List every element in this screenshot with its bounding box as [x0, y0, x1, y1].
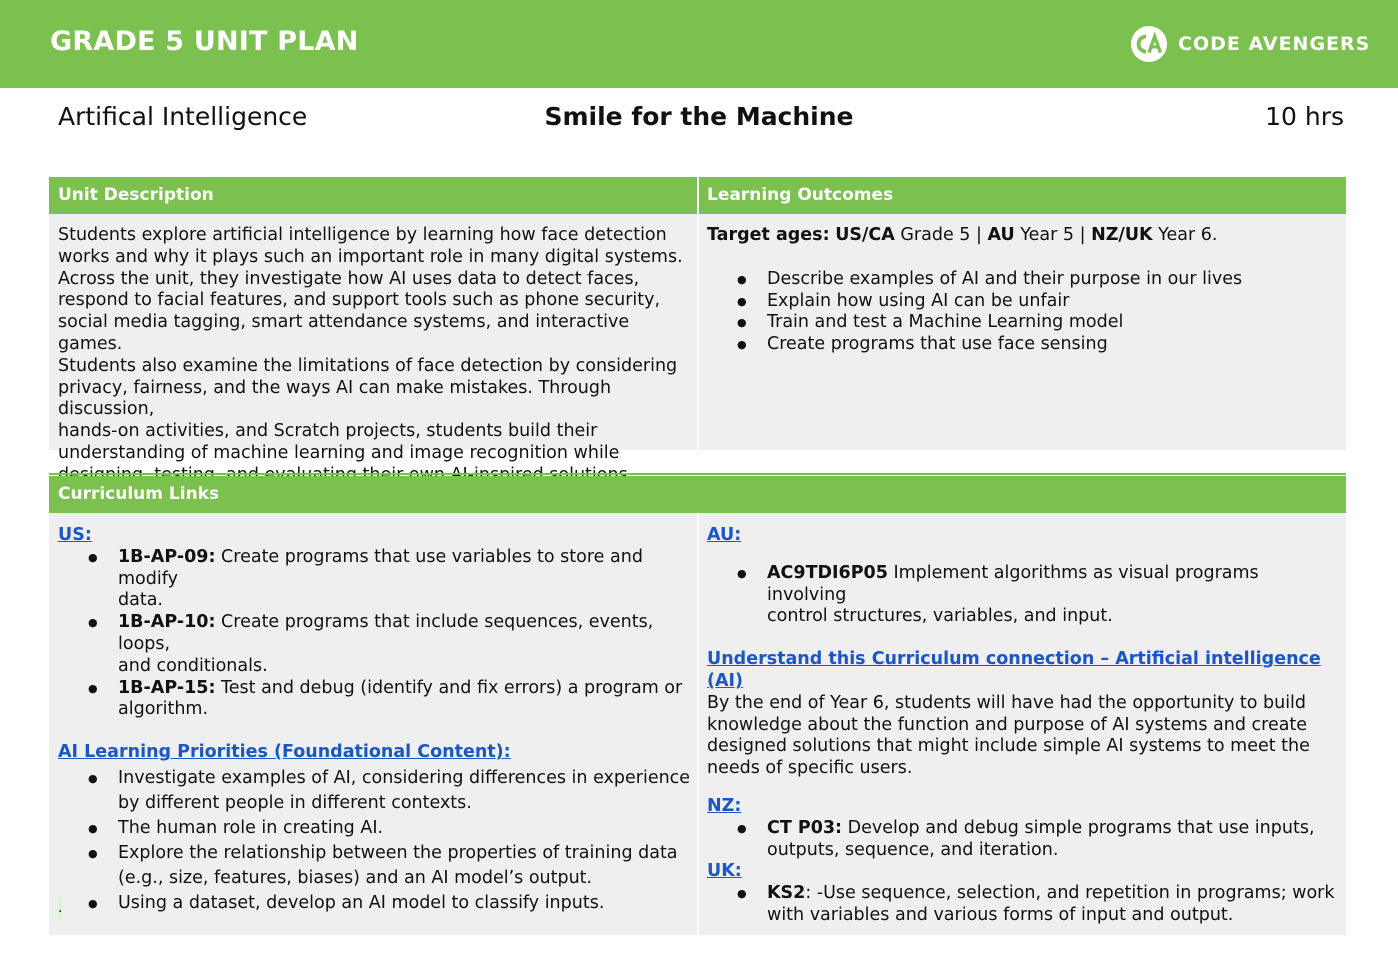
description-line: hands-on activities, and Scratch projects, students build their — [58, 421, 598, 442]
nz-link[interactable]: NZ: — [707, 795, 742, 816]
description-line: privacy, fairness, and the ways AI can make mistakes. Through discussion, — [58, 377, 612, 420]
us-link[interactable]: US: — [58, 525, 92, 545]
list-item: ● AC9TDI6P05 Implement algorithms as visual programs involving control structures, variables, and input. — [707, 563, 1339, 628]
description-line: social media tagging, smart attendance systems, and interactive games. — [58, 312, 630, 354]
section-divider — [49, 473, 1346, 475]
unit-description-text — [58, 225, 694, 487]
list-item: ● Explain how using AI can be unfair — [707, 291, 1337, 313]
list-item: ● CT P03: Develop and debug simple programs that use inputs, outputs, sequence, and iteration. — [707, 818, 1339, 862]
unit-description-heading: Unit Description — [49, 177, 697, 214]
page-title: GRADE 5 UNIT PLAN — [50, 26, 359, 57]
list-item: ● 1B-AP-10: Create programs that include sequences, events, loops, and conditionals. — [58, 612, 694, 677]
list-item: ● Using a dataset, develop an AI model to classify inputs. — [58, 891, 694, 916]
column-divider — [697, 177, 699, 450]
list-item: ● KS2: -Use sequence, selection, and repetition in programs; work with variables and various forms of input and output. — [707, 883, 1339, 927]
list-item: ● Train and test a Machine Learning model — [707, 312, 1337, 334]
description-line: Students also examine the limitations of face detection by considering — [58, 355, 678, 376]
understand-text: By the end of Year 6, students will have had the opportunity to build knowledge about the function and purpose of AI systems and create designed solutions that might include simple AI systems to meet the needs of specific users. — [707, 692, 1310, 779]
au-link[interactable]: AU: — [707, 525, 742, 545]
brand-name: CODE AVENGERS — [1178, 33, 1371, 55]
list-item: ● Investigate examples of AI, considering differences in experience by different people in different contexts. — [58, 766, 694, 816]
target-ages: Target ages: US/CA Grade 5 | AU Year 5 | NZ/UK Year 6. — [707, 225, 1218, 245]
top-banner — [0, 0, 1398, 88]
list-item: ● Explore the relationship between the properties of training data (e.g., size, features, biases) and an AI model’s output. — [58, 841, 694, 891]
us-standards-list — [58, 547, 694, 721]
column-divider — [697, 513, 699, 935]
list-item: ● The human role in creating AI. — [58, 816, 694, 841]
subject: Artifical Intelligence — [58, 102, 308, 131]
description-line: Students explore artificial intelligence by learning how face detection — [58, 225, 667, 245]
uk-link[interactable]: UK: — [707, 861, 742, 882]
list-item: ● 1B-AP-09: Create programs that use variables to store and modify data. — [58, 547, 694, 612]
unit-title: Smile for the Machine — [544, 102, 854, 131]
outcomes-list — [707, 269, 1337, 356]
footnote: . — [58, 900, 63, 916]
description-line: respond to facial features, and support tools such as phone security, — [58, 290, 661, 311]
au-list — [707, 563, 1339, 628]
learning-outcomes-content — [707, 225, 1337, 356]
description-line: understanding of machine learning and image recognition while — [58, 442, 620, 463]
description-line: works and why it plays such an important role in many digital systems. — [58, 246, 683, 267]
code-avengers-logo-icon — [1130, 25, 1168, 63]
ai-priorities-list — [58, 766, 694, 916]
ai-priorities-link[interactable]: AI Learning Priorities (Foundational Content): — [58, 742, 511, 763]
nz-list — [707, 818, 1339, 862]
brand — [1130, 24, 1370, 64]
list-item: ● Describe examples of AI and their purpose in our lives — [707, 269, 1337, 291]
description-line: Across the unit, they investigate how AI uses data to detect faces, — [58, 268, 640, 289]
curriculum-links-heading: Curriculum Links — [49, 476, 1346, 513]
curriculum-left-column — [58, 525, 694, 916]
duration: 10 hrs — [1265, 102, 1344, 131]
list-item: ● 1B-AP-15: Test and debug (identify and fix errors) a program or algorithm. — [58, 678, 694, 722]
learning-outcomes-heading: Learning Outcomes — [698, 177, 1346, 214]
uk-list — [707, 883, 1339, 927]
curriculum-right-column — [707, 525, 1339, 927]
understand-curriculum-link[interactable]: Understand this Curriculum connection – Artificial intelligence (AI) — [707, 649, 1321, 691]
list-item: ● Create programs that use face sensing — [707, 334, 1337, 356]
